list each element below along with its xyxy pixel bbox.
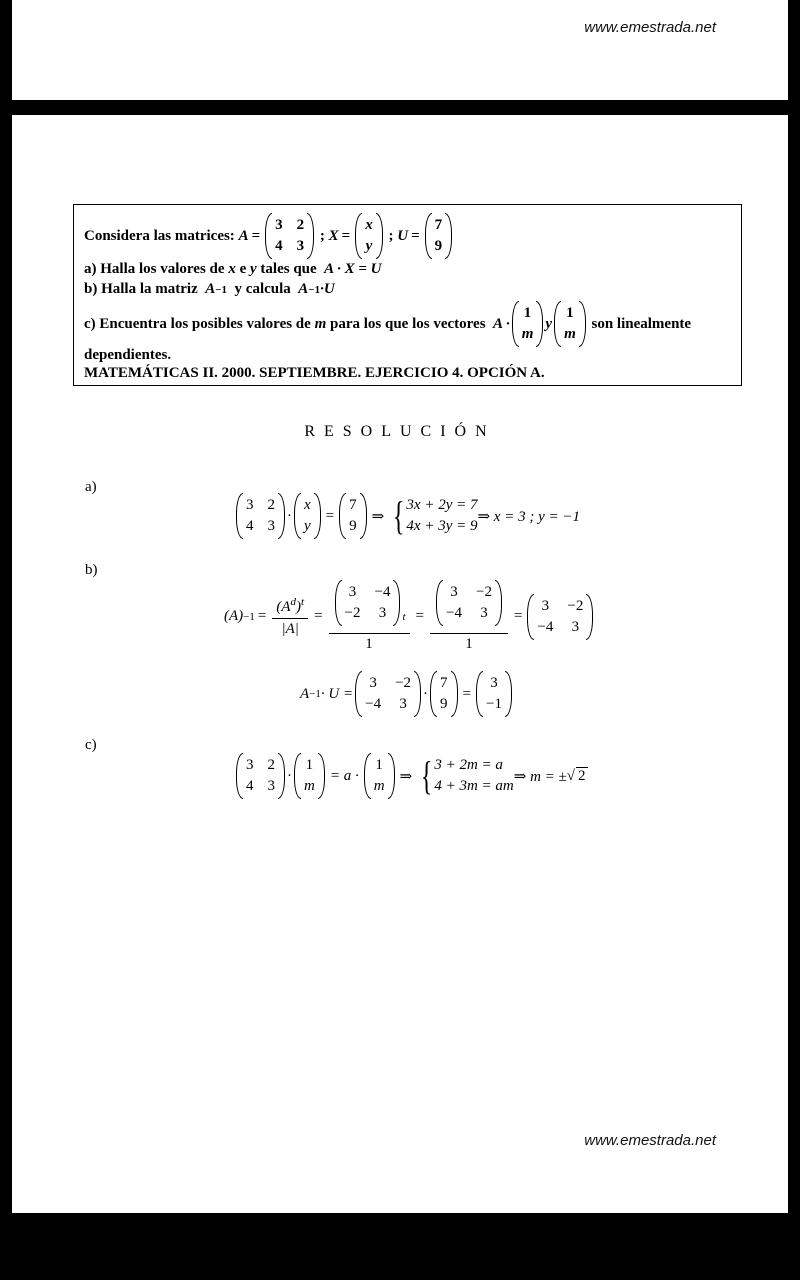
question-a: a) Halla los valores de x e y tales que A · X = U bbox=[84, 261, 382, 277]
matrix-a: 3 2 4 3 bbox=[265, 213, 314, 259]
matrix-a-label: A bbox=[238, 227, 249, 244]
exam-source: MATEMÁTICAS II. 2000. SEPTIEMBRE. EJERCICIO 4. OPCIÓN A. bbox=[84, 365, 545, 381]
problem-statement-box bbox=[73, 204, 742, 386]
footer-url[interactable]: www.emestrada.net bbox=[584, 1132, 716, 1149]
part-a-label: a) bbox=[85, 479, 97, 495]
matrices-line: Considera las matrices: A = 3 2 4 3 ; X = x y ; U = 7 9 bbox=[84, 213, 454, 259]
vector-x: x y bbox=[355, 213, 383, 259]
vector-u: 7 9 bbox=[425, 213, 453, 259]
matrix-x-label: X bbox=[328, 227, 339, 244]
part-a-equation: 3 2 4 3 · x y = 7 9 ⇒ { 3x + 2y = 7 4x + 3y = 9 ⇒ x = 3 ; y = −1 bbox=[234, 493, 580, 539]
vector-1-m-first: 1 m bbox=[512, 301, 544, 347]
header-url[interactable]: www.emestrada.net bbox=[584, 19, 716, 36]
vector-1-m-second: 1 m bbox=[554, 301, 586, 347]
part-b-label: b) bbox=[85, 562, 98, 578]
matrix-u-label: U bbox=[397, 227, 409, 244]
question-c: c) Encuentra los posibles valores de m para los que los vectores A · 1 m y 1 m son linealmente bbox=[84, 301, 691, 347]
question-c-continuation: dependientes. bbox=[84, 347, 172, 363]
page-header-strip bbox=[12, 0, 788, 100]
intro-text: Considera las matrices: bbox=[84, 227, 235, 244]
part-c-label: c) bbox=[85, 737, 97, 753]
document-page bbox=[12, 115, 788, 1213]
resolution-heading: RESOLUCIÓN bbox=[304, 423, 496, 440]
part-b-inverse-equation: (A) −1 = $\frac{(A^d)^t}{|A|}$ = 3 −4 −2 3 $^t$ 1 = 3 −2 −4 3 1 = 3 −2 −4 3 bbox=[224, 580, 595, 653]
part-b-product-equation: A −1 · U = 3 −2 −4 3 · 7 9 = 3 −1 bbox=[300, 671, 514, 717]
part-c-equation: 3 2 4 3 · 1 m = a · 1 m ⇒ { 3 + 2m = a 4 + 3m = am ⇒ m = ± √ 2 bbox=[234, 753, 588, 799]
question-b: b) Halla la matriz A −1 y calcula A −1 ·U bbox=[84, 281, 335, 297]
